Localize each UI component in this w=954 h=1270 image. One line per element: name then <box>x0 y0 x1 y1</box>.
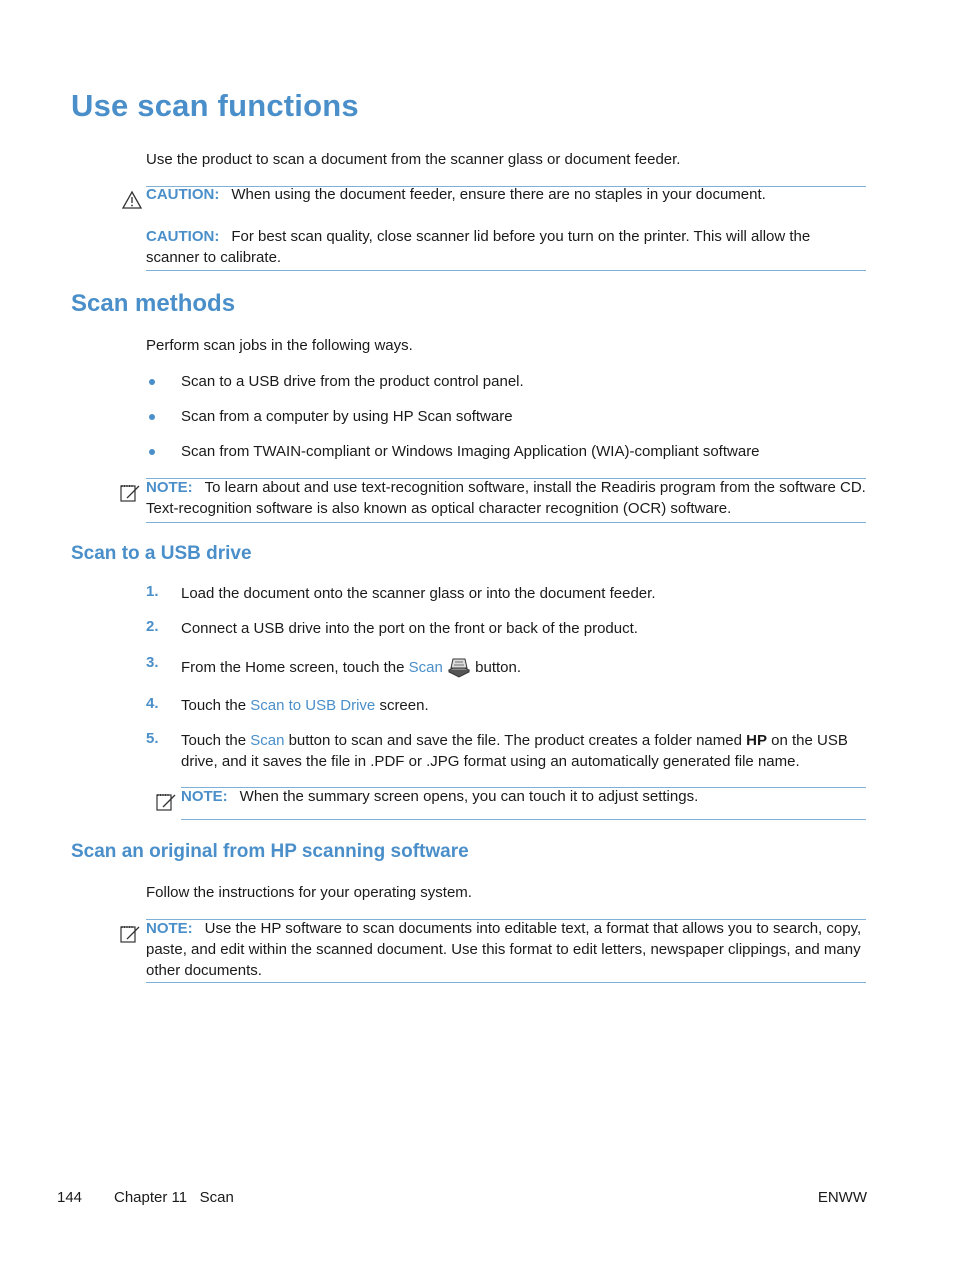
folder-name: HP <box>746 732 767 749</box>
scan-button-icon <box>447 656 471 678</box>
hp-software-intro: Follow the instructions for your operating system. <box>146 884 472 901</box>
caution-bottom-rule <box>146 270 866 271</box>
scan-link: Scan <box>250 732 285 749</box>
step-text: button. <box>475 659 522 676</box>
step-2: Connect a USB drive into the port on the front or back of the product. <box>181 620 638 637</box>
step-text: From the Home screen, touch the <box>181 659 405 676</box>
step-number: 5. <box>146 730 159 747</box>
note-label: NOTE: <box>146 479 193 496</box>
step-1: Load the document onto the scanner glass or into the document feeder. <box>181 585 656 602</box>
step-text: on the USB drive, and it saves the file in .PDF or .JPG format using an automatically generated file name. <box>181 732 848 770</box>
step-4 <box>181 695 429 716</box>
step-text: button to scan and save the file. The product creates a folder named <box>288 732 742 749</box>
caution-label: CAUTION: <box>146 228 220 245</box>
scan-to-usb-link: Scan to USB Drive <box>250 697 376 714</box>
section-heading-scan-methods: Scan methods <box>71 290 236 317</box>
footer-right: ENWW <box>817 1189 867 1206</box>
note-bottom-rule <box>146 522 866 523</box>
usb-note <box>181 786 866 807</box>
scan-link: Scan <box>408 659 443 676</box>
page-number: 144 <box>57 1189 83 1206</box>
step-text: screen. <box>379 697 429 714</box>
step-text: Touch the <box>181 697 247 714</box>
intro-text: Use the product to scan a document from the scanner glass or document feeder. <box>146 151 681 168</box>
note-icon <box>119 923 141 943</box>
note-label: NOTE: <box>181 788 228 805</box>
bullet-dot <box>149 414 155 420</box>
hp-software-note <box>146 918 866 981</box>
section-heading-usb: Scan to a USB drive <box>71 543 252 564</box>
caution-icon <box>121 190 143 210</box>
note-icon <box>155 791 177 811</box>
list-item: Scan to a USB drive from the product control panel. <box>181 373 524 390</box>
note-label: NOTE: <box>146 920 193 937</box>
caution-text: When using the document feeder, ensure there are no staples in your document. <box>231 186 766 203</box>
note-bottom-rule <box>181 819 866 820</box>
chapter-label: Chapter 11 Scan <box>114 1189 234 1206</box>
page-title: Use scan functions <box>71 88 359 123</box>
note-text: When the summary screen opens, you can touch it to adjust settings. <box>239 788 699 805</box>
step-number: 4. <box>146 695 159 712</box>
note-icon <box>119 482 141 502</box>
bullet-dot <box>149 379 155 385</box>
step-text: Touch the <box>181 732 247 749</box>
caution-2 <box>146 226 866 268</box>
note-bottom-rule <box>146 982 866 983</box>
bullet-dot <box>149 449 155 455</box>
step-number: 3. <box>146 654 159 671</box>
section-heading-hp-software: Scan an original from HP scanning software <box>71 841 469 862</box>
step-number: 1. <box>146 583 159 600</box>
step-5 <box>181 730 867 772</box>
step-number: 2. <box>146 618 159 635</box>
note-text: To learn about and use text-recognition software, install the Readiris program from the software CD. Text-recognition software is also known as optical character recognition (OCR) software. <box>146 479 866 517</box>
scan-methods-note <box>146 477 866 519</box>
caution-label: CAUTION: <box>146 186 220 203</box>
scan-methods-intro: Perform scan jobs in the following ways. <box>146 337 413 354</box>
caution-1 <box>146 184 866 205</box>
list-item: Scan from TWAIN-compliant or Windows Imaging Application (WIA)-compliant software <box>181 443 760 460</box>
note-text: Use the HP software to scan documents into editable text, a format that allows you to search, copy, paste, and edit within the scanned document. Use this format to edit letters, newspaper clippings, and many other documents. <box>146 920 862 979</box>
list-item: Scan from a computer by using HP Scan software <box>181 408 513 425</box>
caution-text: For best scan quality, close scanner lid before you turn on the printer. This will allow the scanner to calibrate. <box>146 228 811 266</box>
step-3 <box>181 656 521 678</box>
